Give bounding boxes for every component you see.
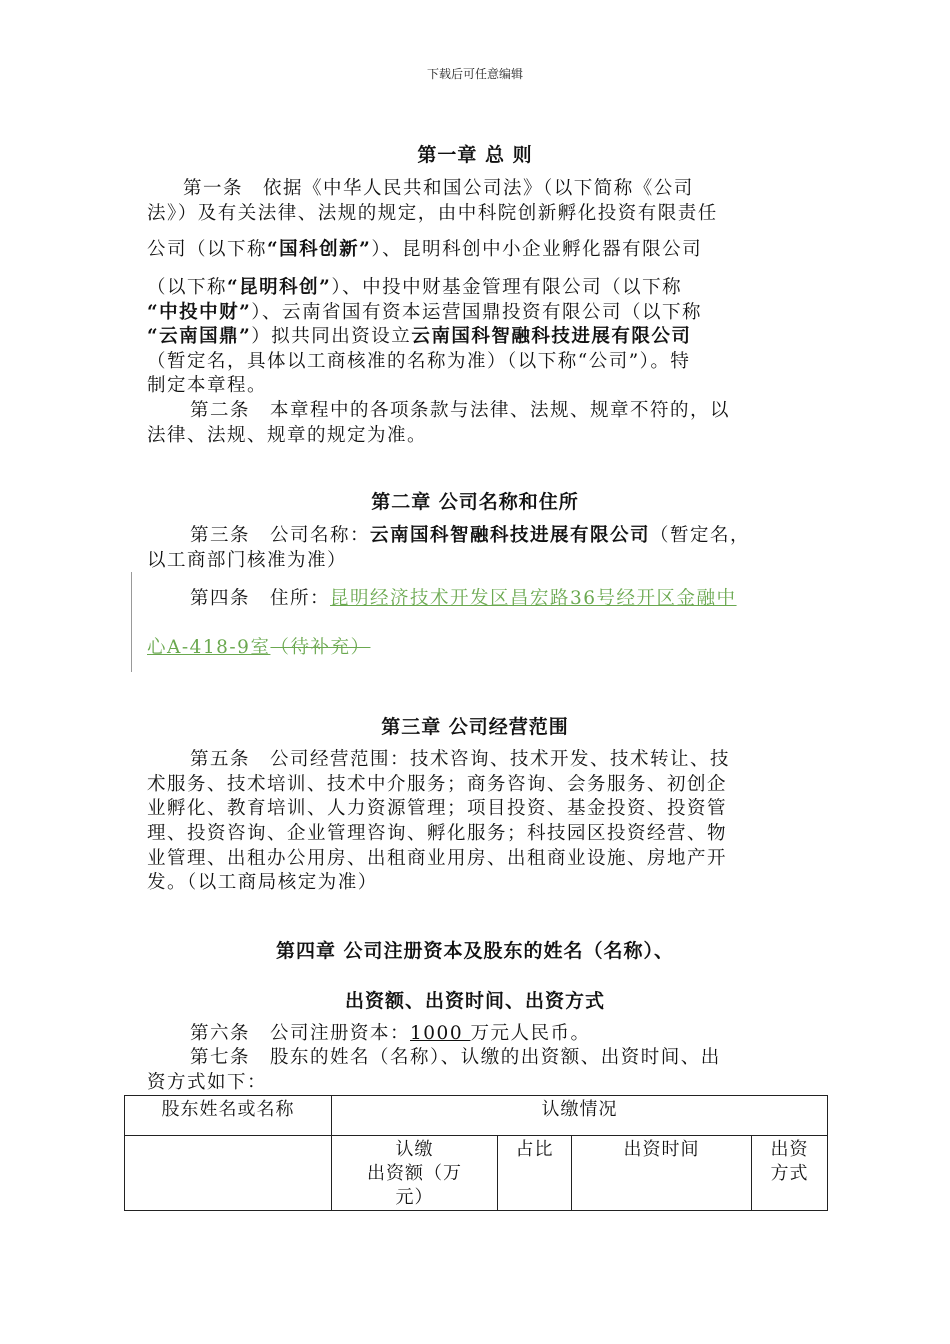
chapter-1-title: 第一章 总 则 (417, 144, 533, 166)
ch1-line-9 (190, 399, 855, 423)
chapter-4-title: 第四章 公司注册资本及股东的姓名（名称）、 (275, 940, 675, 962)
inserted-address: 昆明经济技术开发区昌宏路36号经开区金融中 (330, 588, 737, 609)
text-span: 第六条 公司注册资本： (190, 1023, 411, 1044)
col-shareholder-name: 股东姓名或名称 (125, 1096, 332, 1136)
shareholder-table (124, 1095, 828, 1211)
company-name: 云南国科智融科技进展有限公司 (411, 326, 692, 347)
chapter-4-title-cont: 出资额、出资时间、出资方式 (344, 990, 605, 1012)
col-time: 出资时间 (572, 1136, 752, 1211)
text-span: 法》）及有关法律、法规的规定，由中科院创新孵化投资有限责任 (147, 203, 718, 224)
text-span: （暂定名，具体以工商核准的名称为准）（以下称“公司”）。特 (147, 351, 691, 372)
ch3-line-2: 术服务、技术培训、技术中介服务；商务咨询、会务服务、初创企 (147, 774, 728, 795)
article-4-cont (147, 636, 812, 660)
ch3-line-5: 业管理、出租办公用房、出租商业用房、出租商业设施、房地产开 (147, 848, 728, 869)
table-subheader-row (125, 1136, 828, 1211)
text-span: 公司（以下称 (147, 239, 268, 260)
bold-term: “云南国鼎” (147, 326, 252, 347)
text-span: 制定本章程。 (147, 375, 268, 396)
ch1-line-5 (147, 301, 812, 325)
text-span: 第四条 住所： (190, 588, 331, 609)
text-span: ）、昆明科创中小企业孵化器有限公司 (371, 239, 703, 260)
ch1-line-6 (147, 325, 812, 349)
chapter-3-title: 第三章 公司经营范围 (381, 716, 569, 738)
col-subscription-group: 认缴情况 (332, 1096, 828, 1136)
ch1-line-1 (183, 177, 848, 201)
text-span: ）拟共同出资设立 (251, 326, 412, 347)
bold-term: “中投中财” (147, 302, 252, 323)
ch1-line-4 (147, 276, 812, 300)
ch1-line-7 (147, 350, 812, 374)
text-span: 第三条 公司名称： (190, 525, 371, 546)
ch3-line-3: 业孵化、教育培训、人力资源管理；项目投资、基金投资、投资管 (147, 798, 728, 819)
ch3-line-1: 第五条 公司经营范围：技术咨询、技术开发、技术转让、技 (190, 749, 731, 770)
revision-bar (131, 572, 132, 672)
text-span: ）、云南省国有资本运营国鼎投资有限公司（以下称 (251, 302, 703, 323)
page-header: 下载后可任意编辑 (426, 67, 523, 81)
ch3-line-4: 理、投资咨询、企业管理咨询、孵化服务；科技园区投资经营、物 (147, 823, 728, 844)
col-ratio: 占比 (498, 1136, 572, 1211)
text-span: ）、中投中财基金管理有限公司（以下称 (331, 277, 683, 298)
col-amount: 认缴 出资额（万 元） (332, 1136, 498, 1211)
article-3 (190, 524, 855, 548)
ch1-line-3 (147, 238, 812, 262)
ch1-line-2 (147, 202, 812, 226)
inserted-address: 心A-418-9室 (147, 637, 271, 658)
capital-amount: 1000 (410, 1023, 471, 1044)
ch1-line-10 (147, 424, 812, 448)
article-7: 第七条 股东的姓名（名称）、认缴的出资额、出资时间、出 (190, 1047, 721, 1068)
ch1-line-8 (147, 374, 812, 398)
text-span: （以下称 (147, 277, 228, 298)
bold-term: “昆明科创” (227, 277, 332, 298)
text-span: 第二条 本章程中的各项条款与法律、法规、规章不符的，以 (190, 400, 731, 421)
text-span: （暂定名， (650, 525, 751, 546)
article-3-cont: 以工商部门核准为准） (147, 550, 348, 571)
ch3-line-6: 发。（以工商局核定为准） (147, 872, 378, 893)
article-6 (190, 1022, 855, 1046)
col-method: 出资 方式 (752, 1136, 828, 1211)
deleted-text: （待补充） (270, 637, 371, 658)
article-7-cont: 资方式如下： (147, 1072, 268, 1093)
text-span: 万元人民币。 (470, 1023, 591, 1044)
empty-cell (125, 1136, 332, 1211)
chapter-2-title: 第二章 公司名称和住所 (371, 491, 579, 513)
table-header-row (125, 1096, 828, 1136)
article-4 (190, 587, 855, 611)
text-span: 法律、法规、规章的规定为准。 (147, 425, 428, 446)
company-name: 云南国科智融科技进展有限公司 (370, 525, 651, 546)
bold-term: “国科创新” (267, 239, 372, 260)
text-span: 第一条 依据《中华人民共和国公司法》（以下简称《公司 (183, 178, 694, 199)
